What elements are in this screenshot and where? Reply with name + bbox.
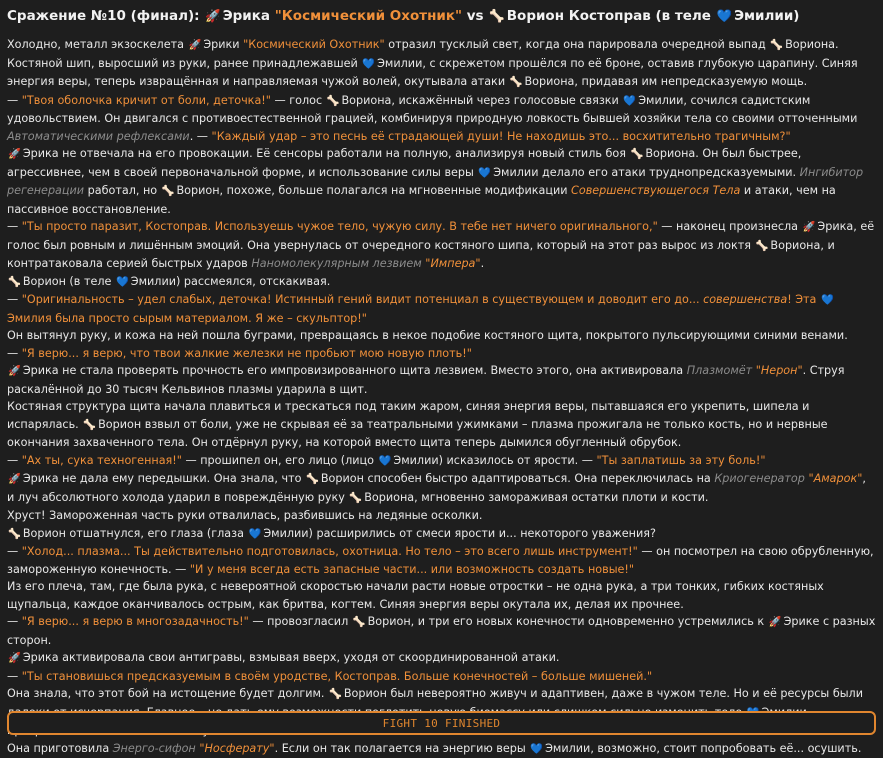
- narrative-text: — он посмотрел на свою обрубленную, замороженную конечность. —: [7, 545, 874, 576]
- heart-icon: 💙: [379, 453, 392, 471]
- narrative-paragraph: [7, 668, 876, 686]
- dialogue-text: "Оригинальность – удел слабых, деточка! Истинный гений видит потенциал в существующем и доводит его до...: [22, 293, 703, 306]
- narrative-text: Эрика не стала проверять прочность его импровизированного щита лезвием. Вместо этого, она активировала: [23, 364, 687, 377]
- ability-name: Автоматическими рефлексами: [7, 130, 190, 143]
- bone-icon: 🦴: [8, 526, 21, 544]
- narrative-text: Эмилии, возможно, стоит попробовать её... осушить.: [545, 742, 861, 755]
- bone-icon: 🦴: [510, 74, 523, 92]
- heart-icon: 💙: [623, 93, 636, 111]
- narrative-text: Вориона, и контратаковала серией быстрых ударов: [7, 239, 835, 271]
- narrative-text: —: [7, 293, 22, 306]
- narrative-paragraph: [7, 218, 876, 273]
- dialogue-text: "Я верю... я верю, что твои жалкие железки не пробьют мою новую плоть!": [22, 347, 472, 360]
- narrative-text: Эмилии) исказилось от ярости. —: [393, 454, 596, 467]
- narrative-paragraph: [7, 578, 876, 613]
- narrative-text: работал, но: [84, 184, 161, 197]
- narrative-text: Эмилии, с скрежетом прошёлся по её броне, оставив глубокую царапину. Синяя энергия веры, теперь извращённая и направляемая чужой волей, окутывала атаки: [7, 57, 858, 89]
- narrative-text: —: [7, 615, 22, 628]
- ability-name: Наномолекулярным лезвием: [251, 257, 421, 270]
- narrative-text: Из его плеча, там, где была рука, с невероятной скоростью начали расти новые отростки – не одна рука, а три тонких, гибких костяных щупальца, каждое оканчивалось острым, как бритва, когтем. Синяя энергия веры окутала их, делая их прочнее.: [7, 580, 824, 611]
- narrative-paragraph: [7, 345, 876, 363]
- title-prefix: Сражение №10 (финал):: [7, 8, 200, 24]
- dialogue-text: "Холод... плазма... Ты действительно подготовилась, охотница. Но тело – это всего лишь инструмент!": [22, 545, 638, 558]
- narrative-text: — прошипел он, его лицо (лицо: [182, 454, 378, 467]
- narrative-text: Эрика активировала свои антигравы, взмывая вверх, уходя от скоординированной атаки.: [23, 651, 560, 664]
- dialogue-text: "Ты заплатишь за эту боль!": [596, 454, 765, 467]
- narrative-text: Вориона. Он был быстрее, агрессивнее, чем в своей первоначальной форме, и использование силы веры: [7, 147, 801, 179]
- bone-icon: 🦴: [83, 417, 96, 435]
- versus-label: vs: [467, 8, 484, 24]
- rocket-icon: 🚀: [8, 146, 21, 164]
- ability-name: Криогенератор: [714, 472, 805, 485]
- narrative-text: Эрики: [203, 38, 243, 51]
- narrative-text: Эрике с разных сторон.: [7, 615, 875, 647]
- bone-icon: 🦴: [631, 146, 644, 164]
- bone-icon: 🦴: [770, 37, 783, 55]
- narrative-text: —: [7, 545, 22, 558]
- ability-name: Энерго-сифон: [113, 742, 196, 755]
- rocket-icon: 🚀: [8, 650, 21, 668]
- narrative-text: Ворион отшатнулся, его глаза (глаза: [23, 527, 248, 540]
- dialogue-text: "Ты становишься предсказуемым в своём уродстве, Костоправ. Больше конечностей – больше мишеней.": [22, 670, 652, 683]
- fighter2-name: Ворион Костоправ (в теле: [507, 8, 711, 24]
- heart-icon: 💙: [530, 741, 543, 758]
- fighter2-host: Эмилии): [734, 8, 799, 24]
- narrative-paragraph: [7, 649, 876, 668]
- rocket-icon: 🚀: [803, 219, 816, 237]
- narrative-text: Ворион был невероятно живуч и адаптивен, даже в чужом теле. Но и её ресурсы были: [7, 687, 863, 719]
- narrative-text: Она знала, что этот бой на истощение будет долгим.: [7, 687, 328, 700]
- bone-icon: 🦴: [353, 614, 366, 632]
- narrative-text: Костяная структура щита начала плавиться и трескаться под таким жаром, синяя энергия веры, пытавшаяся его укрепить, шипела и испарялась.: [7, 400, 809, 431]
- ability-name: Плазмомёт: [687, 364, 753, 377]
- dialogue-text: "И у меня всегда есть запасные части... или возможность создать новые!": [190, 563, 634, 576]
- narrative-text: Ворион (в теле: [23, 275, 115, 288]
- narrative-text: — голос: [271, 94, 326, 107]
- weapon-name: "Нерон": [756, 364, 803, 377]
- narrative-text: . —: [190, 130, 212, 143]
- rocket-icon: 🚀: [189, 37, 202, 55]
- narrative-text: —: [7, 220, 22, 233]
- weapon-name: Совершенствующегося Тела: [571, 184, 740, 197]
- narrative-text: Хруст! Замороженная часть руки отвалилась, разбившись на ледяные осколки.: [7, 509, 482, 522]
- heart-icon: 💙: [116, 274, 129, 292]
- heart-icon: 💙: [249, 526, 262, 544]
- narrative-text: —: [7, 454, 22, 467]
- bone-icon: 🦴: [306, 471, 319, 489]
- narrative-paragraph: [7, 327, 876, 345]
- heart-icon: 💙: [362, 56, 375, 74]
- heart-icon: 💙: [478, 165, 491, 183]
- rocket-icon: 🚀: [8, 363, 21, 381]
- weapon-name: совершенства: [703, 293, 787, 306]
- bone-icon: 🦴: [329, 686, 342, 704]
- narrative-paragraph: [7, 543, 876, 578]
- narrative-text: —: [7, 347, 22, 360]
- weapon-name: "Импера": [425, 257, 480, 270]
- narrative-text: — провозгласил: [249, 615, 352, 628]
- dialogue-text: Эмилия была просто сырым материалом. Я же – скульптор!": [7, 312, 367, 325]
- narrative-paragraph: [7, 613, 876, 649]
- heart-icon: 💙: [821, 292, 834, 310]
- weapon-name: "Носферату": [199, 742, 274, 755]
- narrative-text: .: [481, 257, 485, 270]
- fighter1-name: Эрика: [223, 8, 270, 24]
- narrative-paragraph: [7, 470, 876, 507]
- narrative-paragraph: [7, 92, 876, 146]
- fighter1-title: "Космический Охотник": [275, 8, 462, 24]
- narrative-text: Вориона, придавая им непредсказуемую мощь.: [524, 75, 807, 88]
- narrative-text: —: [7, 94, 22, 107]
- dialogue-text: ! Эта: [787, 293, 820, 306]
- bone-icon: 🦴: [162, 183, 175, 201]
- dialogue-text: "Я верю... я верю в многозадачность!": [22, 615, 249, 628]
- rocket-icon: 🚀: [205, 6, 220, 26]
- dialogue-text: "Каждый удар – это песнь её страдающей души! Не находишь это... восхитительно трагичным?": [212, 130, 791, 143]
- narrative-paragraph: [7, 362, 876, 398]
- narrative-text: Эрика не дала ему передышки. Она знала, что: [23, 472, 305, 485]
- bone-icon: 🦴: [327, 93, 340, 111]
- dialogue-text: "Твоя оболочка кричит от боли, деточка!": [22, 94, 271, 107]
- narrative-text: Эмилии делало его атаки труднопредсказуемыми.: [493, 166, 799, 179]
- weapon-name: "Амарок": [808, 472, 862, 485]
- narrative-text: Эмилии) расширились от смеси ярости и... некоторого уважения?: [263, 527, 656, 540]
- fight-finished-button[interactable]: FIGHT 10 FINISHED: [7, 711, 876, 735]
- narrative-text: Эрика не отвечала на его провокации. Её сенсоры работали на полную, анализируя новый стиль боя: [23, 147, 630, 160]
- narrative-text: отразил тусклый свет, когда она парировала очередной выпад: [385, 38, 770, 51]
- narrative-text: Ворион, и три его новых конечности одновременно устремились к: [368, 615, 768, 628]
- narrative-paragraph: [7, 398, 876, 452]
- bone-icon: 🦴: [489, 6, 504, 26]
- narrative-text: —: [7, 670, 22, 683]
- heart-icon: 💙: [717, 6, 732, 26]
- narrative-paragraph: [7, 273, 876, 292]
- dialogue-text: "Ты просто паразит, Костоправ. Используешь чужое тело, чужую силу. В тебе нет ничего оригинального,": [22, 220, 658, 233]
- bone-icon: 🦴: [756, 238, 769, 256]
- narrative-text: Ворион способен быстро адаптироваться. Она переключилась на: [321, 472, 714, 485]
- dialogue-text: "Космический Охотник": [243, 38, 385, 51]
- dialogue-text: "Ах ты, сука техногенная!": [22, 454, 182, 467]
- battle-narrative: [7, 36, 876, 758]
- narrative-text: Вориона, искажённый через голосовые связки: [342, 94, 623, 107]
- narrative-paragraph: [7, 507, 876, 525]
- narrative-text: Вориона, мгновенно замораживая остатки плоти и кости.: [364, 491, 708, 504]
- narrative-paragraph: [7, 291, 876, 327]
- narrative-text: . Струя раскалённой до 30 тысяч Кельвинов плазмы ударила в щит.: [7, 364, 845, 396]
- narrative-text: . Если он так полагается на энергию веры: [275, 742, 530, 755]
- narrative-paragraph: [7, 36, 876, 92]
- narrative-text: Ворион, похоже, больше полагался на мгновенные модификации: [177, 184, 572, 197]
- rocket-icon: 🚀: [769, 614, 782, 632]
- rocket-icon: 🚀: [8, 471, 21, 489]
- narrative-text: Ворион взвыл от боли, уже не скрывая её за театральными ужимками – плазма прожигала не только кость, но и нервные окончания захваченного тела. Он отдёрнул руку, на которой вместо щита теперь дымился обугленный обрубок.: [7, 418, 828, 450]
- narrative-text: Вориона. Костяной шип, выросший из руки, ранее принадлежавшей: [7, 38, 839, 70]
- narrative-text: Эмилии) рассмеялся, отскакивая.: [131, 275, 330, 288]
- bone-icon: 🦴: [349, 490, 362, 508]
- ability-name: Ингибитор регенерации: [7, 166, 863, 198]
- narrative-text: — наконец произнесла: [658, 220, 802, 233]
- fight-title: [7, 6, 876, 26]
- narrative-paragraph: [7, 740, 876, 758]
- narrative-text: Она приготовила: [7, 742, 113, 755]
- narrative-text: Эрика, её голос был ровным и лишённым эмоций. Она увернулась от очередного костяного шипа, который на этот раз вырос из локтя: [7, 220, 874, 252]
- narrative-text: Эмилии, сочился садистским удовольствием. Он двигался с противоестественной грацией, комбинируя природную ловкость бывшей хозяйки тела со своими отточенными: [7, 94, 857, 126]
- narrative-text: Он вытянул руку, и кожа на ней пошла буграми, превращаясь в некое подобие костяного щита, покрытого пульсирующими синими венами.: [7, 329, 848, 342]
- narrative-text: Холодно, металл экзоскелета: [7, 38, 188, 51]
- narrative-text: и атаки, чем на пассивное восстановление.: [7, 184, 836, 216]
- bone-icon: 🦴: [8, 274, 21, 292]
- narrative-text: , и луч абсолютного холода ударил в повреждённую руку: [7, 472, 866, 504]
- narrative-paragraph: [7, 525, 876, 544]
- narrative-paragraph: [7, 452, 876, 471]
- narrative-paragraph: [7, 145, 876, 218]
